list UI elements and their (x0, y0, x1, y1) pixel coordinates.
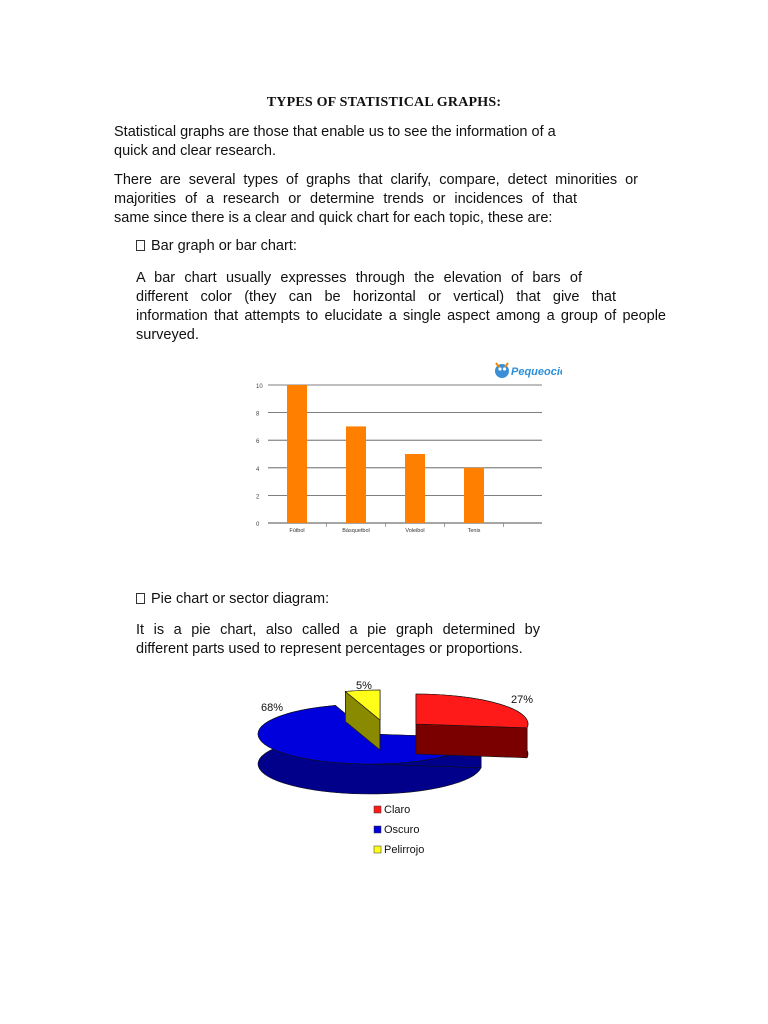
legend-label: Oscuro (384, 824, 420, 836)
bar-desc-line-2-wrap: different color (they can be horizontal or vertical) that give that (136, 289, 616, 305)
pie-desc-line-2: different parts used to represent percentages or proportions. (136, 641, 523, 657)
pie-value-label: 68% (260, 702, 284, 714)
bar-heading-text: Bar graph or bar chart: (151, 238, 297, 254)
bar-desc-line-4: surveyed. (136, 327, 199, 343)
x-tick-label: Básquetbol (342, 528, 370, 534)
pie-chart (252, 672, 552, 867)
intro-line-2: quick and clear research. (114, 143, 276, 159)
legend-swatch (374, 826, 381, 833)
bar-2 (346, 426, 366, 523)
types-line-1: There are several types of graphs that clarify, compare, detect minorities or (114, 172, 638, 188)
y-tick-label: 2 (256, 494, 260, 501)
y-tick-label: 4 (256, 466, 260, 473)
bar-description (136, 269, 666, 345)
y-tick-label: 6 (256, 439, 260, 446)
legend-swatch (374, 846, 381, 853)
bar-chart (248, 374, 548, 540)
pie-value-label: 27% (510, 694, 534, 706)
bar-desc-line-3: information that attempts to elucidate a single aspect among a group of people (136, 308, 666, 324)
bar-section-heading (136, 238, 297, 254)
pie-heading-text: Pie chart or sector diagram: (151, 591, 330, 607)
types-line-2: majorities of a research or determine trends or incidences of that (114, 191, 577, 207)
bar-desc-line-1-wrap: A bar chart usually expresses through the elevation of bars of (136, 270, 582, 286)
bar-1 (287, 385, 307, 523)
logo-text: Pequeocio (511, 366, 562, 378)
x-tick-label: Fútbol (289, 528, 305, 534)
legend-label: Pelirrojo (384, 844, 425, 856)
y-tick-label: 0 (256, 522, 260, 528)
bullet-icon (136, 593, 145, 604)
x-tick-label: Tenis (467, 528, 481, 534)
pie-desc-line-1: It is a pie chart, also called a pie graph determined by (136, 622, 540, 638)
pie-chart-svg (252, 672, 552, 867)
intro-paragraph (114, 123, 574, 161)
legend-swatch (374, 806, 381, 813)
y-tick-label: 8 (256, 411, 260, 418)
bar-3 (405, 454, 425, 523)
pie-value-label: 5% (356, 680, 372, 692)
pie-slice-wall (416, 724, 527, 758)
intro-line-1: Statistical graphs are those that enable us to see the information of a (114, 124, 556, 140)
pie-section-heading (136, 591, 329, 607)
legend-label: Claro (384, 804, 411, 816)
types-line-3: same since there is a clear and quick chart for each topic, these are: (114, 210, 553, 226)
bullet-icon (136, 240, 145, 251)
types-paragraph (114, 171, 638, 228)
pie-description (136, 621, 540, 659)
bar-chart-svg (248, 374, 548, 540)
y-tick-label: 10 (256, 384, 263, 390)
x-tick-label: Voleibol (405, 528, 425, 534)
bar-4 (464, 468, 484, 523)
page-title: TYPES OF STATISTICAL GRAPHS: (266, 95, 502, 110)
